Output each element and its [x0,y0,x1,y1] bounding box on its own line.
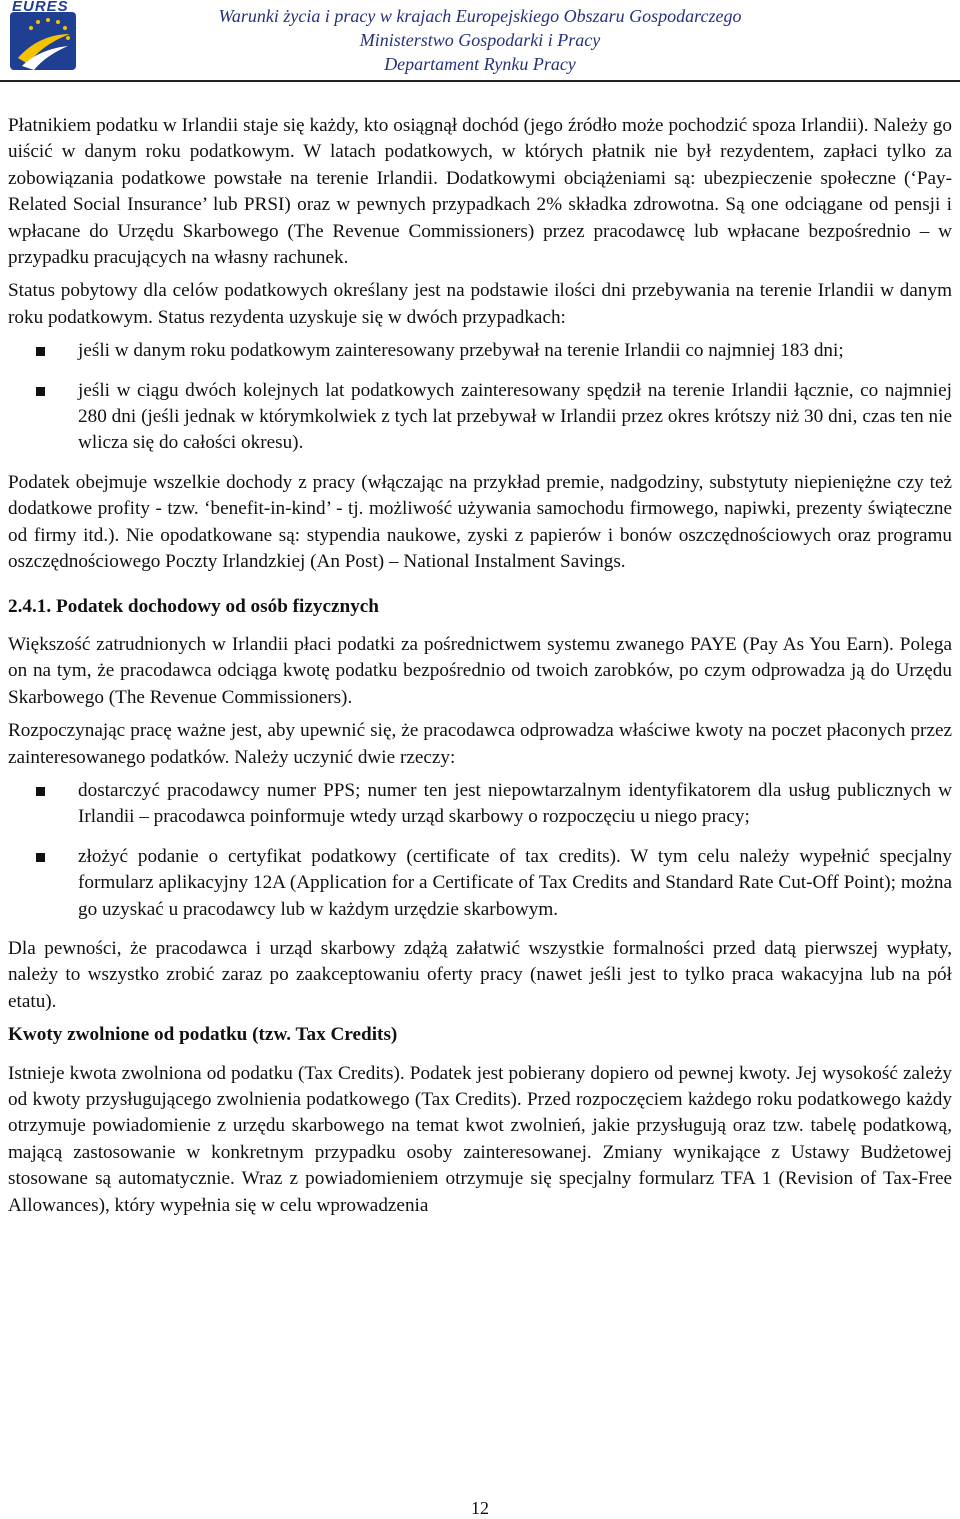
paragraph-1: Płatnikiem podatku w Irlandii staje się każdy, kto osiągnął dochód (jego źródło może pochodzić spoza Irlandii). Należy go uiścić w danym roku podatkowym. W latach podatkowych, w których płatnik nie był rezydentem, zapłaci tylko za zobowiązania podatkowe powstałe na terenie Irlandii. Dodatkowymi obciążeniami są: ubezpieczenie społeczne (‘Pay-Related Social Insurance’ lub PRSI) oraz w pewnych przypadkach 2% składka zdrowotna. Są one odciągane od pensji i wpłacane do Urzędu Skarbowego (The Revenue Commissioners) przez pracodawcę lub wpłacane bezpośrednio – w przypadku pracujących na własny rachunek. [8,115,952,269]
list-item [8,778,952,831]
paragraph-2: Status pobytowy dla celów podatkowych określany jest na podstawie ilości dni przebywania na terenie Irlandii w danym roku podatkowym. Status rezydenta uzyskuje się w dwóch przypadkach: [8,280,952,328]
steps-list [8,778,952,923]
header-line-2: Ministerstwo Gospodarki i Pracy [359,30,601,50]
list-item-text: złożyć podanie o certyfikat podatkowy (certificate of tax credits). W tym celu należy wypełnić specjalny formularz aplikacyjny 12A (Application for a Certificate of Tax Credits and Standard Rate Cut-Off Point); można go uzyskać u pracodawcy lub w każdym urzędzie skarbowym. [78,845,952,920]
list-item-text: jeśli w ciągu dwóch kolejnych lat podatkowych zainteresowany spędził na terenie Irlandii łącznie, co najmniej 280 dni (jeśli jednak w którymkolwiek z tych lat przebywał w Irlandii przez okres krótszy niż 30 dni, czas ten nie wlicza się do całości okresu). [78,379,952,454]
paragraph-3: Podatek obejmuje wszelkie dochody z pracy (włączając na przykład premie, nadgodziny, substytuty niepieniężne czy też dodatkowe profity - tzw. ‘benefit-in-kind’ - tj. możliwość używania samochodu firmowego, napiwki, prezenty świąteczne od firmy itd.). Nie opodatkowane są: stypendia naukowe, zyski z papierów i bonów oszczędnościowych oraz programu oszczędnościowego Poczty Irlandzkiej (An Post) – National Instalment Savings. [8,471,952,573]
header-divider [0,80,960,82]
paragraph-6: Dla pewności, że pracodawca i urząd skarbowy zdążą załatwić wszystkie formalności przed datą pierwszej wypłaty, należy to wszystko zrobić zaraz po zaakceptowaniu oferty pracy (nawet jeśli jest to tylko praca wakacyjna lub na pół etatu). [8,937,952,1012]
logo-text: EURES [12,0,69,15]
list-item-text: dostarczyć pracodawcy numer PPS; numer ten jest niepowtarzalnym identyfikatorem dla usług publicznych w Irlandii – pracodawca poinformuje wtedy urząd skarbowy o rozpoczęciu u niego pracy; [78,779,952,828]
residency-list [8,338,952,457]
square-bullet-icon [36,787,45,796]
section-heading: 2.4.1. Podatek dochodowy od osób fizycznych [8,595,379,617]
square-bullet-icon [36,853,45,862]
paragraph-7: Istnieje kwota zwolniona od podatku (Tax Credits). Podatek jest pobierany dopiero od pewnej kwoty. Jej wysokość zależy od kwoty przysługującego zwolnienia podatkowego (Tax Credits). Przed rozpoczęciem każdego roku podatkowego każdy otrzymuje powiadomienie z urzędu skarbowego na temat kwot zwolnień, jakie przysługują oraz tzw. tabelę podatkową, mającą zastosowanie w konkretnym przypadku osoby zainteresowanej. Zmiany wynikające z Ustawy Budżetowej stosowane są automatycznie. Wraz z powiadomieniem otrzymuje się specjalny formularz TFA 1 (Revision of Tax-Free Allowances), który wypełnia się w celu wprowadzenia [8,1062,952,1216]
square-bullet-icon [36,347,45,356]
page-header [0,0,960,80]
header-line-3: Departament Rynku Pracy [384,54,576,74]
header-line-1: Warunki życia i pracy w krajach Europejskiego Obszaru Gospodarczego [218,6,742,26]
square-bullet-icon [36,387,45,396]
document-body [8,113,952,1226]
list-item [8,844,952,923]
list-item [8,378,952,457]
paragraph-5: Rozpoczynając pracę ważne jest, aby upewnić się, że pracodawca odprowadza właściwe kwoty na poczet płaconych przez zainteresowanego podatków. Należy uczynić dwie rzeczy: [8,720,952,768]
subsection-heading: Kwoty zwolnione od podatku (tzw. Tax Credits) [8,1024,398,1046]
header-lines [160,4,800,76]
list-item-text: jeśli w danym roku podatkowym zainteresowany przebywał na terenie Irlandii co najmniej 183 dni; [78,340,844,362]
paragraph-4: Większość zatrudnionych w Irlandii płaci podatki za pośrednictwem systemu zwanego PAYE (Pay As You Earn). Polega on na tym, że pracodawca odciąga kwotę podatku bezpośrednio od twoich zarobków, po czym odprowadza ją do Urzędu Skarbowego (The Revenue Commissioners). [8,633,952,708]
list-item [8,338,952,364]
page-number: 12 [471,1498,489,1518]
